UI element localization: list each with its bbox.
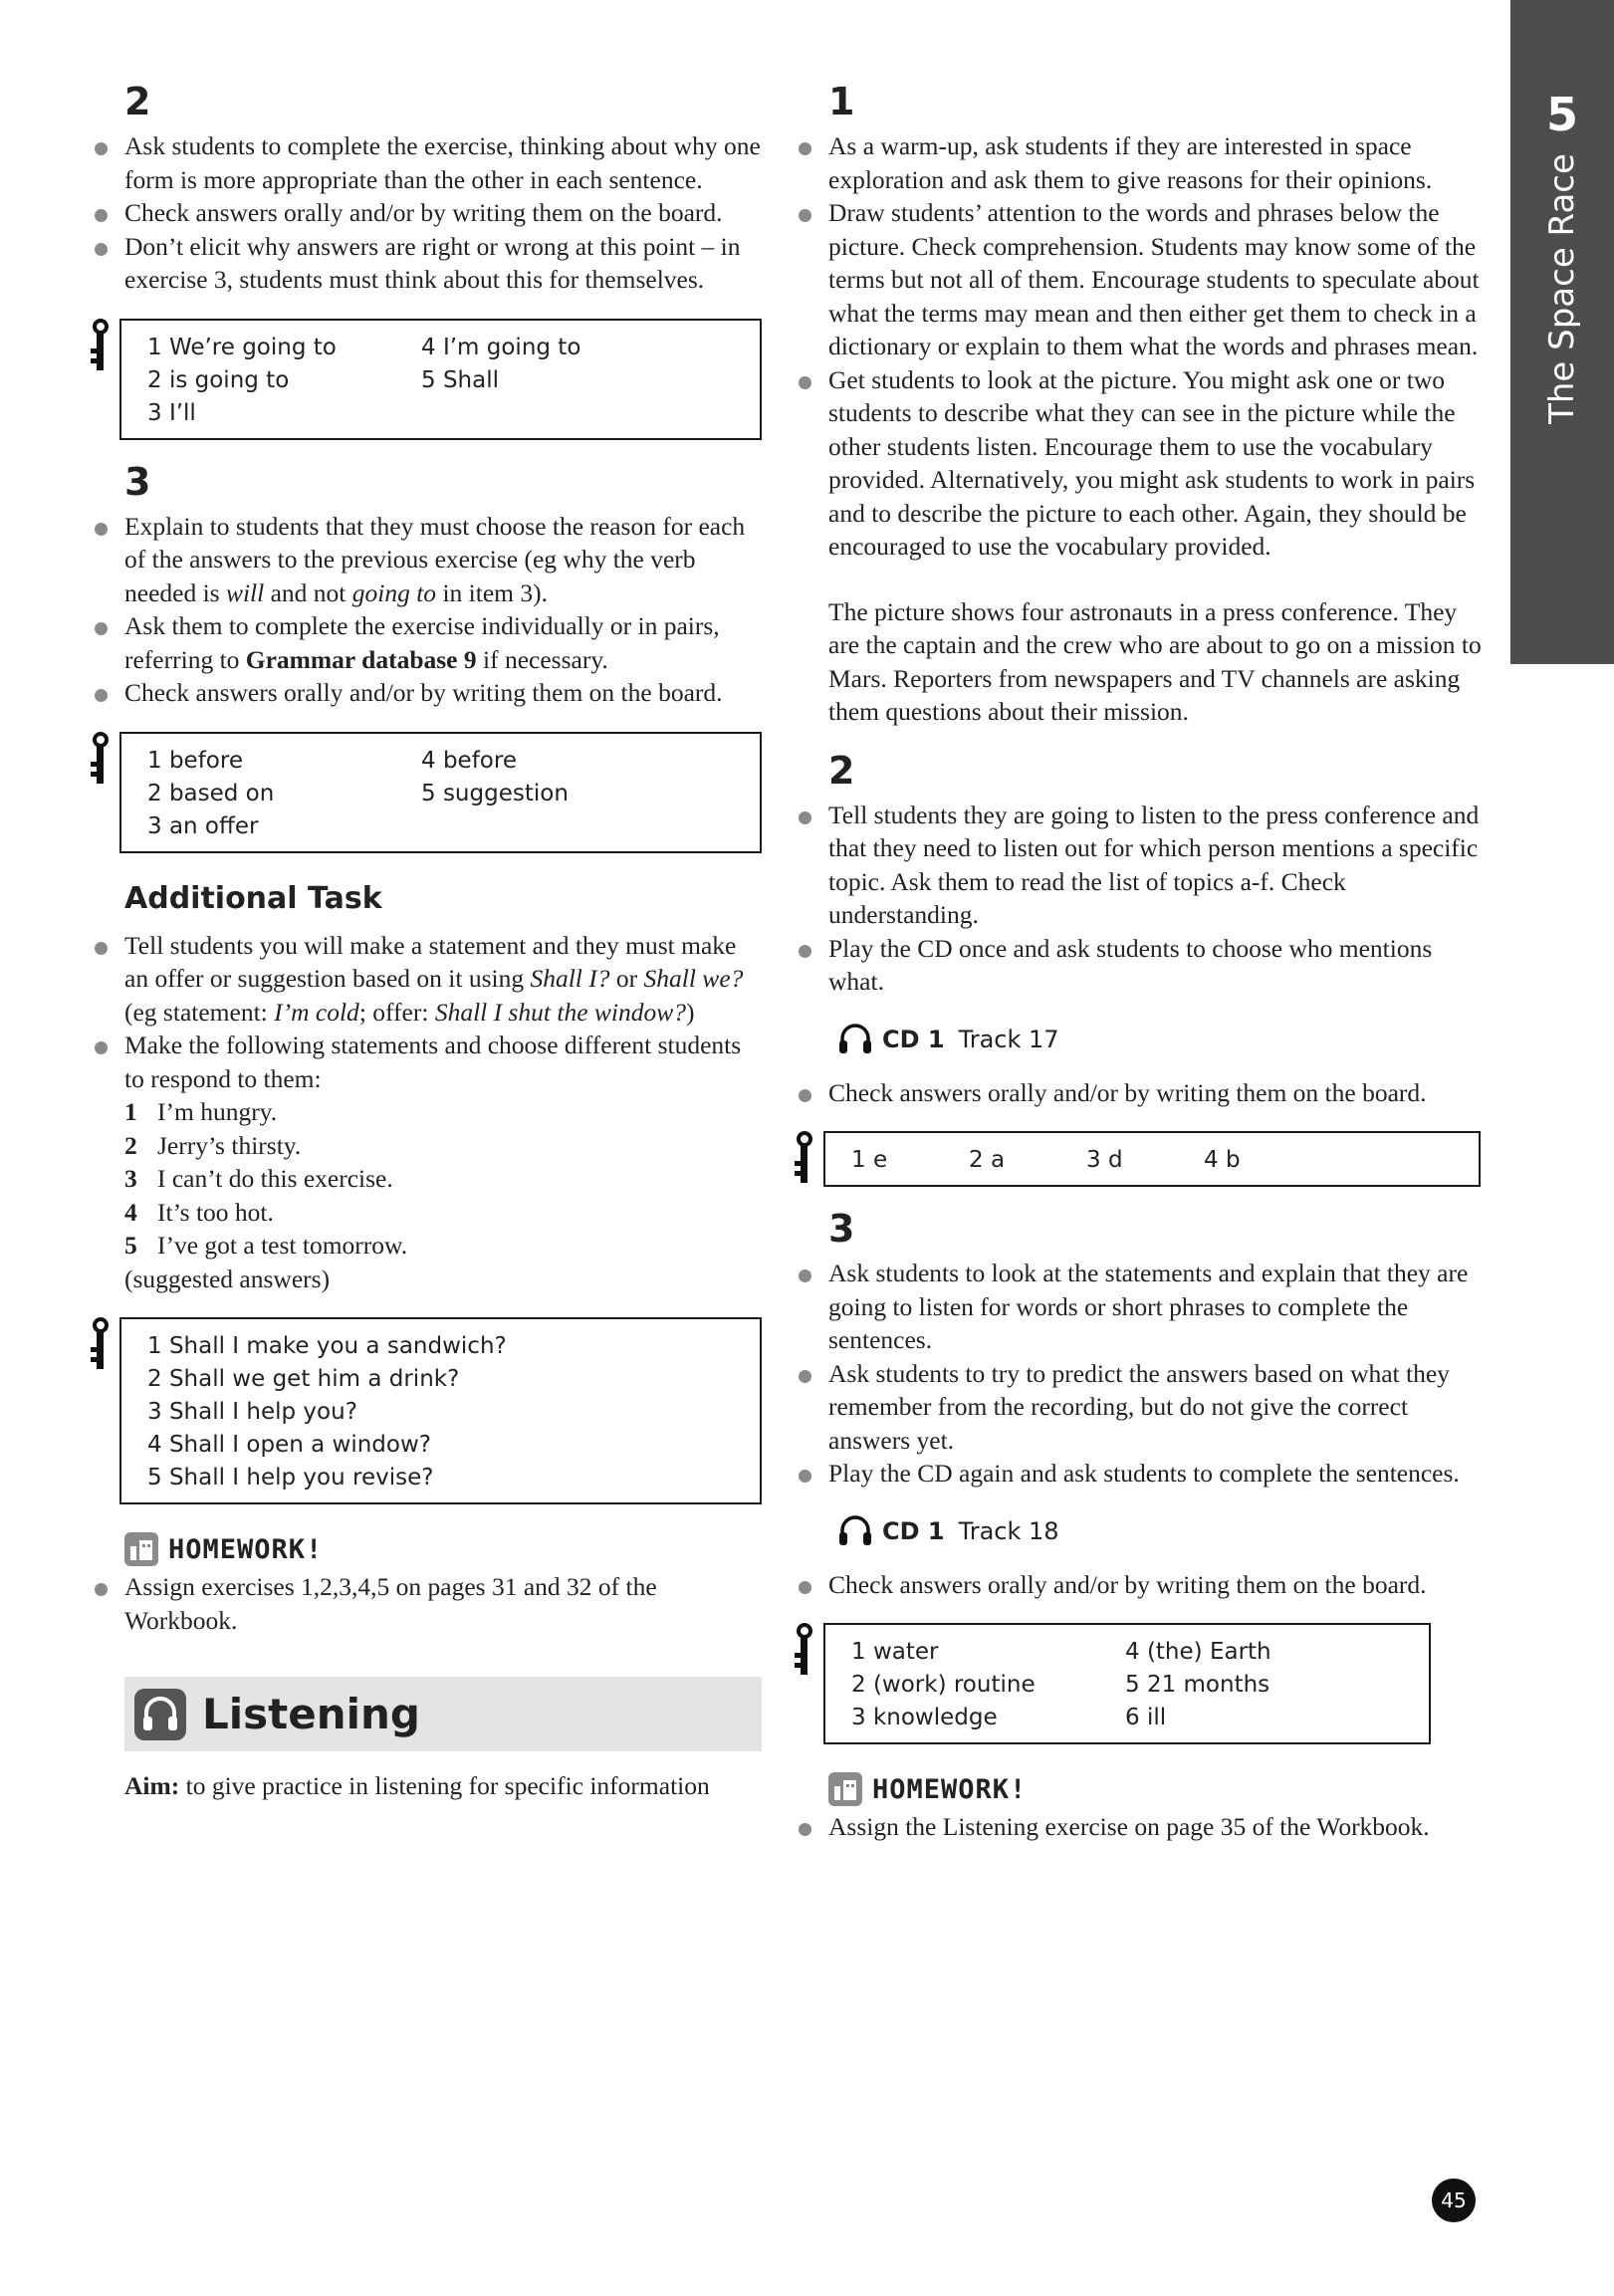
- list-item: Ask students to look at the statements and explain that they are going to listen for words or short phrases to complete the sentences.: [799, 1257, 1486, 1357]
- chapter-title: The Space Race: [1542, 153, 1582, 424]
- answer-box: [119, 1317, 762, 1504]
- statement: 4 It’s too hot.: [124, 1197, 274, 1227]
- answer: 1 before: [147, 747, 243, 774]
- exercise-number: 3: [124, 459, 151, 504]
- answer: 4 b: [1204, 1147, 1241, 1173]
- headphones-icon: [836, 1512, 874, 1550]
- list-item: Ask students to complete the exercise, thinking about why one form is more appropriate than the other in each sentence.: [95, 129, 762, 196]
- answer-box: [119, 732, 762, 853]
- list-item: Make the following statements and choose different students to respond to them:: [95, 1029, 762, 1095]
- list-item: As a warm-up, ask students if they are interested in space exploration and ask them to give reasons for their opinions.: [799, 129, 1486, 196]
- answer: 2 is going to: [147, 366, 290, 393]
- bullet-list: [799, 1810, 1486, 1844]
- bullet-list: [799, 1257, 1486, 1491]
- aim: Aim: to give practice in listening for specific information: [124, 1771, 710, 1800]
- bullet-list: [95, 1570, 762, 1637]
- answer: 2 based on: [147, 780, 275, 806]
- answer: 1 e: [851, 1147, 888, 1173]
- answer-box: [119, 319, 762, 440]
- paragraph: The picture shows four astronauts in a press conference. They are the captain and the crew who are about to go on a mission to Mars. Reporters from newspapers and TV channels are asking them questions about their mission.: [828, 596, 1482, 726]
- exercise-number: 2: [828, 748, 855, 793]
- bullet-list: [799, 1568, 1486, 1602]
- right-column: [799, 78, 1486, 1844]
- answer: 2 a: [969, 1147, 1006, 1173]
- exercise-number: 3: [828, 1207, 855, 1251]
- exercise-number: 1: [828, 80, 855, 123]
- list-item: Ask them to complete the exercise individually or in pairs, referring to Grammar database 9 if necessary.: [95, 609, 762, 676]
- answer: 3 Shall I help you?: [147, 1399, 357, 1425]
- chapter-number: 5: [1545, 88, 1578, 141]
- cd-track: CD 1 Track 17: [836, 1021, 1486, 1058]
- statement: 1 I’m hungry.: [124, 1097, 278, 1126]
- statement: 2 Jerry’s thirsty.: [124, 1130, 302, 1160]
- list-item: Tell students they are going to listen to the press conference and that they need to listen out for which person mentions a specific topic. Ask them to read the list of topics a-f. Check understanding.: [799, 799, 1486, 932]
- section-heading: Additional Task: [124, 880, 382, 916]
- list-item: Assign exercises 1,2,3,4,5 on pages 31 and 32 of the Workbook.: [95, 1570, 762, 1637]
- bullet-list: [95, 510, 762, 710]
- list-item: Draw students’ attention to the words and phrases below the picture. Check comprehension. Students may know some of the terms but not all of them. Encourage students to speculate about what the terms may mean and then either get them to check in a dictionary or explain to them what the words and phrases mean.: [799, 196, 1486, 363]
- key-icon: [88, 1317, 114, 1373]
- list-item: Explain to students that they must choose the reason for each of the answers to the previous exercise (eg why the verb needed is will and not going to in item 3).: [95, 510, 762, 610]
- headphones-icon: [836, 1021, 874, 1058]
- headphones-icon: [134, 1689, 186, 1740]
- list-item: Tell students you will make a statement and they must make an offer or suggestion based on it using Shall I? or Shall we? (eg statement: I’m cold; offer: Shall I shut the window?): [95, 929, 762, 1030]
- bullet-list: [95, 929, 762, 1096]
- bullet-list: [799, 1076, 1486, 1110]
- list-item: Get students to look at the picture. You might ask one or two students to describe what they can see in the picture while the other students listen. Encourage them to use the vocabulary provided. Alternatively, you might ask students to work in pairs and to describe the picture to each other. Again, they should be encouraged to use the vocabulary provided.: [799, 363, 1486, 564]
- homework-label: HOMEWORK!: [872, 1773, 1028, 1805]
- homework-heading: [124, 1532, 762, 1566]
- list-item: Play the CD once and ask students to choose who mentions what.: [799, 932, 1486, 999]
- key-icon: [792, 1131, 817, 1187]
- answer: 5 Shall I help you revise?: [147, 1465, 434, 1491]
- answer: 5 Shall: [421, 366, 499, 393]
- bullet-list: [95, 129, 762, 297]
- answer: 5 suggestion: [421, 780, 569, 806]
- page-number: 45: [1432, 2179, 1476, 2222]
- answer-key: [95, 319, 762, 440]
- list-item: Play the CD again and ask students to complete the sentences.: [799, 1457, 1486, 1491]
- answer: 5 21 months: [1125, 1672, 1270, 1698]
- bullet-list: [799, 129, 1486, 564]
- answer-box: [823, 1623, 1431, 1744]
- list-item: Ask students to try to predict the answers based on what they remember from the recording, but do not give the correct answers yet.: [799, 1357, 1486, 1458]
- key-icon: [792, 1623, 817, 1679]
- listening-banner: [124, 1677, 762, 1751]
- homework-heading: [828, 1772, 1486, 1806]
- answer-key: [799, 1623, 1486, 1744]
- key-icon: [88, 319, 114, 374]
- statement: 5 I’ve got a test tomorrow.: [124, 1231, 408, 1260]
- answer: 1 water: [851, 1639, 939, 1665]
- statement-list: [95, 1095, 762, 1263]
- answer-key: [799, 1131, 1486, 1187]
- list-item: Assign the Listening exercise on page 35 of the Workbook.: [799, 1810, 1486, 1844]
- answer: 3 an offer: [147, 812, 259, 839]
- bullet-list: [799, 799, 1486, 999]
- homework-label: HOMEWORK!: [168, 1533, 324, 1565]
- chapter-side-tab: [1510, 0, 1614, 664]
- answer: 3 d: [1086, 1147, 1123, 1173]
- answer: 4 I’m going to: [421, 334, 581, 360]
- answer: 3 I’ll: [147, 399, 196, 426]
- answer: 3 knowledge: [851, 1705, 998, 1730]
- homework-icon: [828, 1772, 862, 1806]
- answer: 4 before: [421, 747, 517, 774]
- exercise-number: 2: [124, 80, 151, 123]
- left-column: [95, 78, 762, 1803]
- answer: 4 (the) Earth: [1125, 1639, 1271, 1665]
- answer: 1 We’re going to: [147, 334, 337, 360]
- list-item: Check answers orally and/or by writing them on the board.: [799, 1568, 1486, 1602]
- answer: 2 Shall we get him a drink?: [147, 1366, 460, 1392]
- answer: 4 Shall I open a window?: [147, 1432, 431, 1458]
- list-item: Don’t elicit why answers are right or wrong at this point – in exercise 3, students must think about this for themselves.: [95, 230, 762, 297]
- key-icon: [88, 732, 114, 788]
- answer-key: [95, 732, 762, 853]
- answer: 1 Shall I make you a sandwich?: [147, 1333, 507, 1359]
- homework-icon: [124, 1532, 158, 1566]
- listening-title: Listening: [202, 1690, 420, 1738]
- list-item: Check answers orally and/or by writing them on the board.: [95, 196, 762, 230]
- cd-track: CD 1 Track 18: [836, 1512, 1486, 1550]
- answer-box: [823, 1131, 1481, 1187]
- answer: 2 (work) routine: [851, 1672, 1036, 1698]
- list-item: Check answers orally and/or by writing them on the board.: [95, 676, 762, 710]
- statement: 3 I can’t do this exercise.: [124, 1164, 393, 1193]
- list-item: Check answers orally and/or by writing them on the board.: [799, 1076, 1486, 1110]
- answer-key: [95, 1317, 762, 1504]
- note: (suggested answers): [124, 1263, 331, 1293]
- answer: 6 ill: [1125, 1705, 1167, 1730]
